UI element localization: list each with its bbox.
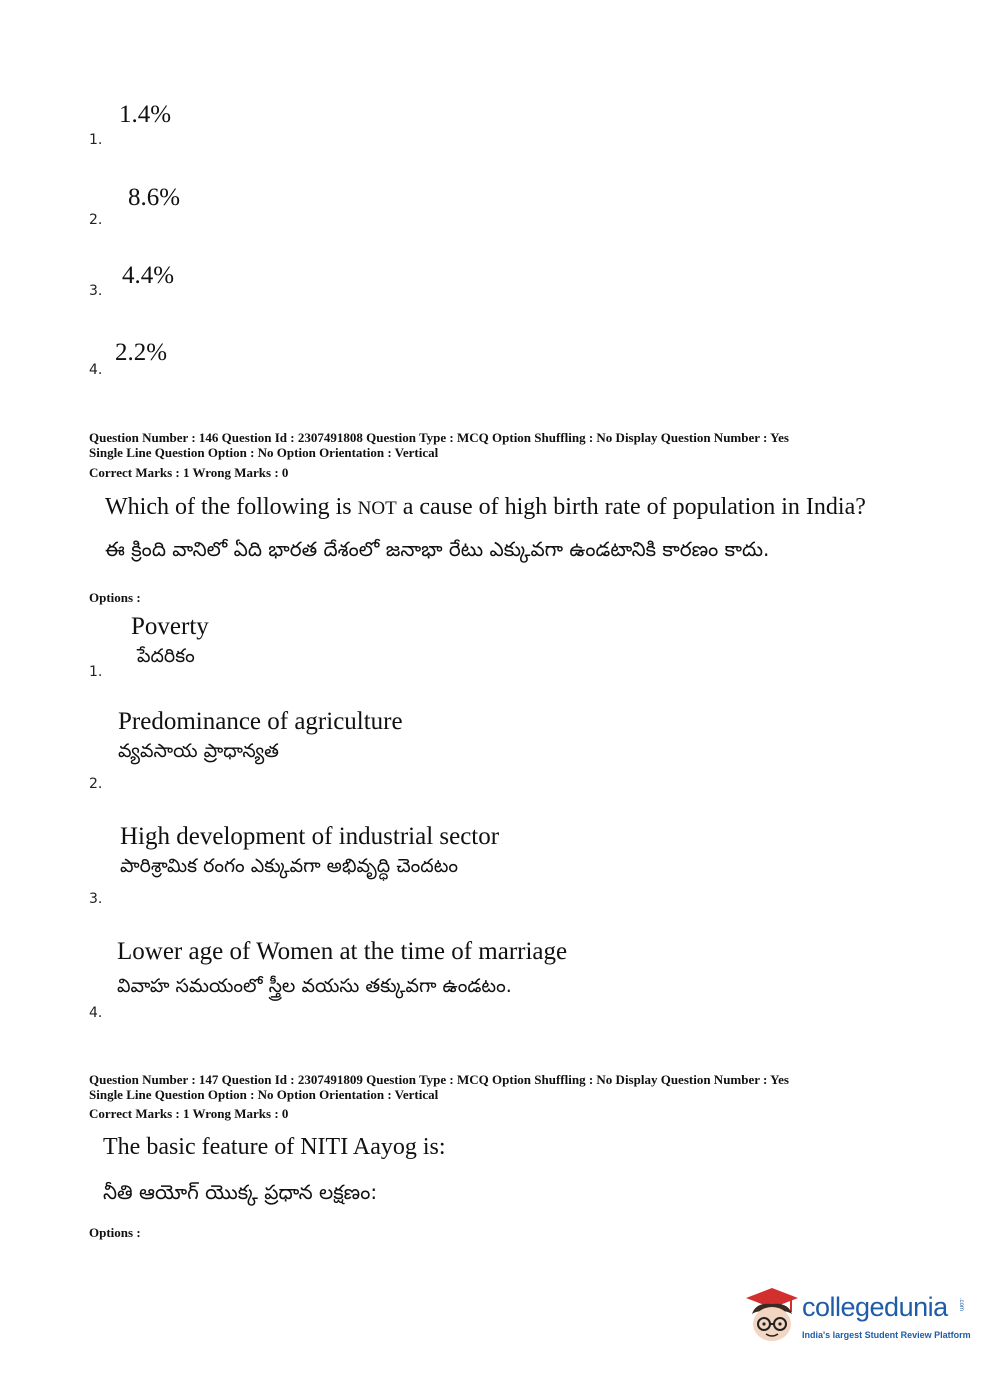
q146-question-english: [105, 494, 866, 521]
q146-option-2-telugu: వ్యవసాయ ప్రాధాన్యత: [118, 740, 279, 762]
q146-question-not: NOT: [357, 498, 397, 519]
logo-tagline: India's largest Student Review Platform: [802, 1330, 971, 1340]
q146-option-1-number: 1.: [89, 664, 103, 680]
q147-meta-line1: Question Number : 147 Question Id : 2307491809 Question Type : MCQ Option Shuffling : No Display Question Number : Yes: [89, 1072, 789, 1087]
q146-option-1-english: Poverty: [131, 613, 209, 640]
q146-option-1-telugu: పేదరికం: [137, 645, 195, 667]
q146-option-3-number: 3.: [89, 891, 103, 907]
q147-meta-line3: Correct Marks : 1 Wrong Marks : 0: [89, 1106, 289, 1121]
q146-option-4-english: Lower age of Women at the time of marriage: [117, 938, 568, 965]
q147-meta-line2: Single Line Question Option : No Option Orientation : Vertical: [89, 1087, 439, 1102]
prev-option-4-number: 4.: [89, 362, 103, 378]
q146-meta-line2: Single Line Question Option : No Option Orientation : Vertical: [89, 445, 439, 460]
q146-question-post: a cause of high birth rate of population in India?: [396, 494, 866, 520]
q146-option-3-english: High development of industrial sector: [120, 823, 500, 850]
prev-option-3-number: 3.: [89, 283, 103, 299]
prev-option-2-number: 2.: [89, 212, 103, 228]
q146-meta-line3: Correct Marks : 1 Wrong Marks : 0: [89, 465, 289, 480]
collegedunia-logo: [742, 1284, 972, 1354]
q146-options-label: Options :: [89, 590, 141, 605]
q146-question-pre: Which of the following is: [105, 494, 358, 520]
q146-option-4-telugu: వివాహ సమయంలో స్త్రీల వయసు తక్కువగా ఉండటం.: [117, 975, 512, 997]
prev-option-3-text: 4.4%: [122, 262, 175, 289]
q147-question-telugu: నీతి ఆయోగ్ యొక్క ప్రధాన లక్షణం:: [103, 1180, 378, 1204]
q146-option-4-number: 4.: [89, 1005, 103, 1021]
q146-option-2-english: Predominance of agriculture: [118, 708, 403, 735]
q146-option-3-telugu: పారిశ్రామిక రంగం ఎక్కువగా అభివృద్ధి చెందటం: [120, 855, 459, 877]
prev-option-4-text: 2.2%: [115, 339, 168, 366]
q147-options-label: Options :: [89, 1225, 141, 1240]
logo-suffix: .com: [958, 1298, 964, 1312]
q147-question-english: The basic feature of NITI Aayog is:: [103, 1134, 446, 1160]
mascot-icon: [742, 1284, 802, 1354]
prev-option-1-number: 1.: [89, 132, 103, 148]
q146-meta-line1: Question Number : 146 Question Id : 2307491808 Question Type : MCQ Option Shuffling : No Display Question Number : Yes: [89, 430, 789, 445]
logo-wordmark: collegedunia: [802, 1292, 948, 1322]
q146-question-telugu: ఈ క్రింది వానిలో ఏది భారత దేశంలో జనాభా రేటు ఎక్కువగా ఉండటానికి కారణం కాదు.: [105, 537, 770, 561]
prev-option-1-text: 1.4%: [119, 101, 172, 128]
prev-option-2-text: 8.6%: [128, 184, 181, 211]
q146-option-2-number: 2.: [89, 776, 103, 792]
